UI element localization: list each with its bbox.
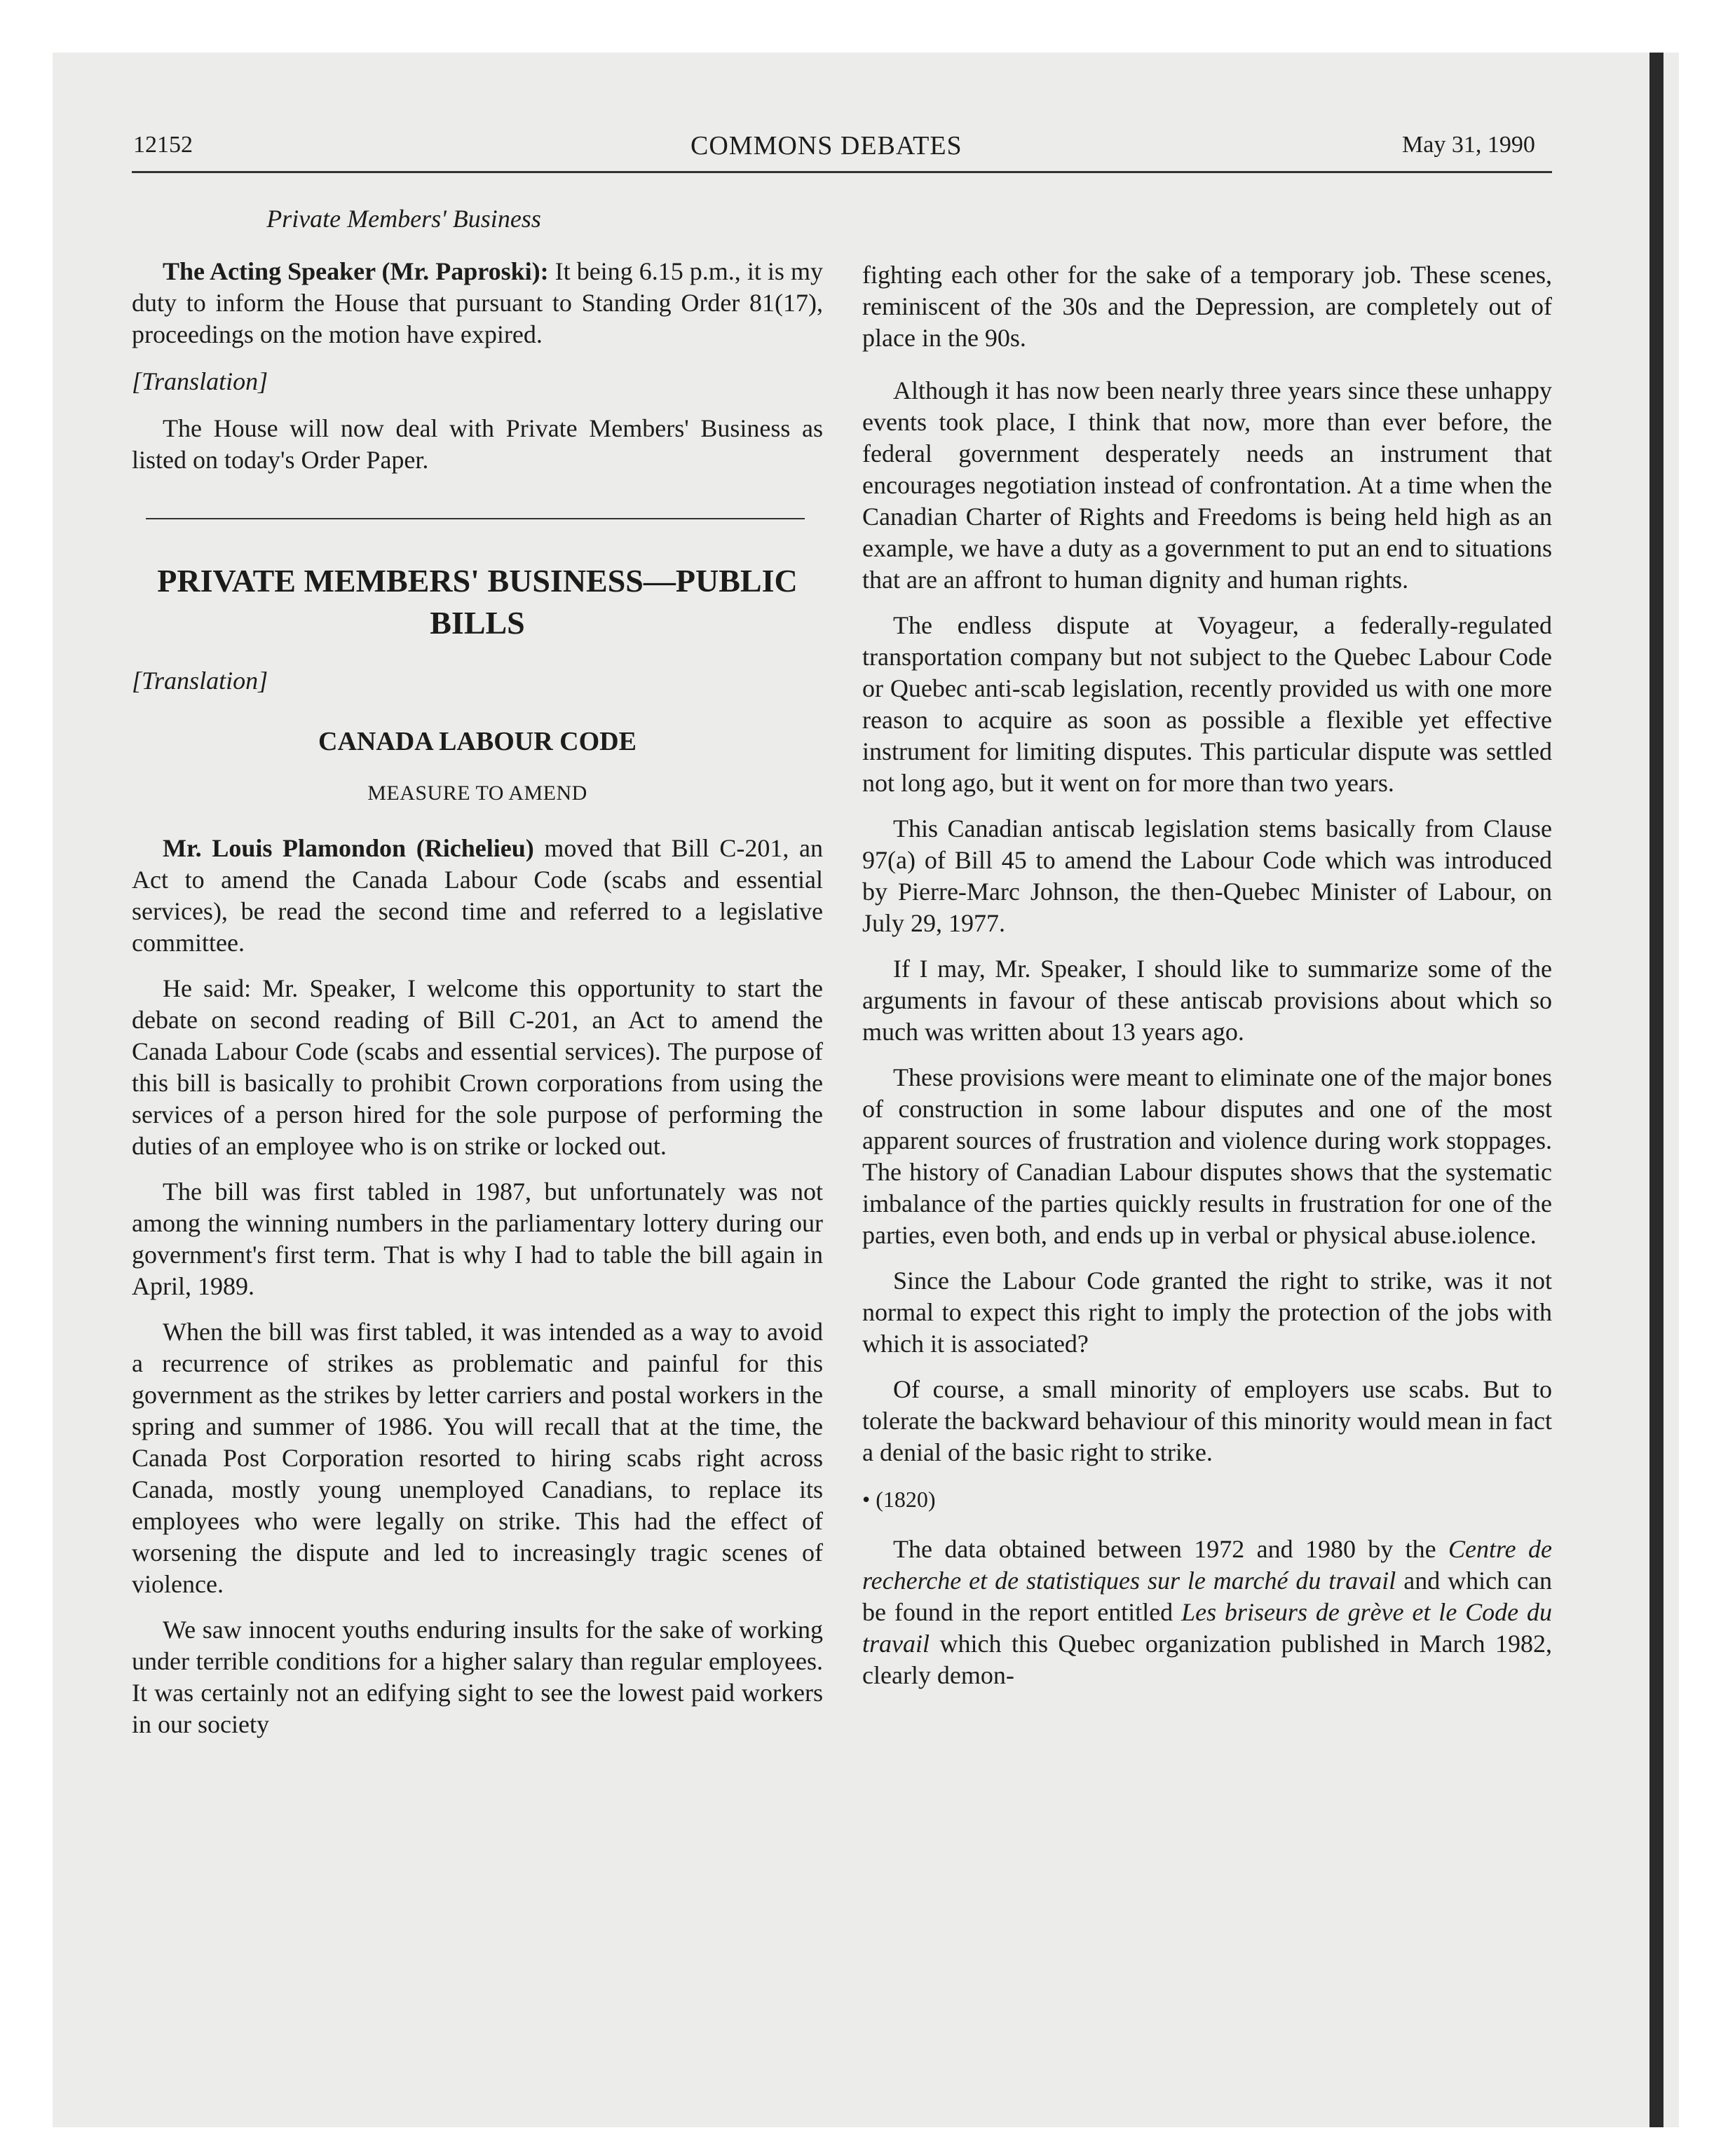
paragraph-text: moved that Bill C-201, an Act to amend the Canada Labour Code (scabs and essential services), be read the second time and referred to a legislative committee. — [132, 834, 823, 957]
left-column — [132, 203, 823, 1740]
translation-label: [Translation] — [132, 667, 268, 695]
organization-name: Centre de recherche et de statistiques sur le marché du travail — [862, 1535, 1552, 1595]
paragraph: He said: Mr. Speaker, I welcome this opportunity to start the debate on second reading of Bill C-201, an Act to amend the Canada Labour Code (scabs and essential services). The purpose of this bill is basically to prohibit Crown corporations from using the services of a person hired for the sole purpose of performing the duties of an employee who is on strike or locked out. — [132, 974, 823, 1160]
paragraph: When the bill was first tabled, it was intended as a way to avoid a recurrence of strikes as problematic and painful for this government as the strikes by letter carriers and postal workers in the spring and summer of 1986. You will recall that at the time, the Canada Post Corporation resorted to hiring scabs right across Canada, mostly young unemployed Canadians, to replace its employees who were legally on strike. This had the effect of worsening the dispute and led to increasingly tragic scenes of violence. — [132, 1318, 823, 1598]
header-rule — [132, 171, 1552, 173]
page-number: 12152 — [133, 132, 193, 158]
speaker-name: Mr. Louis Plamondon (Richelieu) — [163, 834, 534, 862]
paragraph: We saw innocent youths enduring insults for the sake of working under terrible conditions for a higher salary than regular employees. It was certainly not an edifying sight to see the lowest paid workers in our society — [132, 1616, 823, 1738]
paragraph-text: The data obtained between 1972 and 1980 by the — [893, 1535, 1449, 1563]
bill-subsubheading: MEASURE TO AMEND — [367, 782, 587, 805]
translation-note — [132, 366, 823, 397]
paragraph — [132, 833, 823, 959]
paragraph: Although it has now been nearly three years since these unhappy events took place, I think that now, more than ever before, the federal government desperately needs an instrument that encourages negotiation instead of confrontation. At a time when the Canadian Charter of Rights and Freedoms is being held high as an example, we have a duty as a government to put an end to situations that are an affront to human dignity and human rights. — [862, 376, 1552, 594]
section-divider — [146, 518, 805, 519]
paragraph: Since the Labour Code granted the right to strike, was it not normal to expect this right to imply the protection of the jobs with which it is associated? — [862, 1267, 1552, 1358]
publication-date: May 31, 1990 — [1402, 132, 1535, 158]
right-column — [862, 259, 1552, 1691]
binding-edge — [1649, 53, 1663, 2127]
translation-note — [132, 665, 823, 697]
paragraph: This Canadian antiscab legislation stems basically from Clause 97(a) of Bill 45 to amend the Labour Code which was introduced by Pierre-Marc Johnson, the then-Quebec Minister of Labour, on July 29, 1977. — [862, 814, 1552, 937]
paragraph: fighting each other for the sake of a temporary job. These scenes, reminiscent of the 30s and the Depression, are completely out of place in the 90s. — [862, 261, 1552, 352]
section-label: Private Members' Business — [266, 205, 541, 233]
paragraph: These provisions were meant to eliminate one of the major bones of construction in some labour disputes and one of the most apparent sources of frustration and violence during work stoppages. The history of Canadian Labour disputes shows that the systematic imbalance of the parties quickly results in frustration for one of the parties, even both, and ends up in verbal or physical abuse.iolence. — [862, 1063, 1552, 1249]
paragraph: The bill was first tabled in 1987, but unfortunately was not among the winning numbers in the parliamentary lottery during our government's first term. That is why I had to table the bill again in April, 1989. — [132, 1178, 823, 1300]
speaker-name: The Acting Speaker (Mr. Paproski): — [163, 257, 549, 285]
time-marker: • (1820) — [862, 1487, 936, 1512]
paragraph-text: It being 6.15 p.m., it is my duty to inform the House that pursuant to Standing Order 81(17), proceedings on the motion have expired. — [132, 257, 823, 348]
paragraph-text: and which can be found in the report entitled — [862, 1567, 1553, 1626]
section-heading: PRIVATE MEMBERS' BUSINESS—PUBLIC BILLS — [157, 563, 798, 641]
publication-title: COMMONS DEBATES — [690, 131, 962, 161]
paragraph-text: which this Quebec organization published in March 1982, clearly demon- — [862, 1630, 1552, 1689]
paragraph — [132, 256, 823, 350]
paragraph — [862, 1534, 1552, 1691]
report-title: Les briseurs de grève et le Code du travail — [862, 1598, 1553, 1658]
paragraph: If I may, Mr. Speaker, I should like to summarize some of the arguments in favour of these antiscab provisions about which so much was written about 13 years ago. — [862, 955, 1552, 1046]
paragraph: Of course, a small minority of employers use scabs. But to tolerate the backward behaviour of this minority would mean in fact a denial of the basic right to strike. — [862, 1375, 1552, 1466]
paragraph: The House will now deal with Private Members' Business as listed on today's Order Paper. — [132, 414, 823, 474]
bill-subheading: CANADA LABOUR CODE — [318, 727, 637, 756]
paragraph: The endless dispute at Voyageur, a federally-regulated transportation company but not subject to the Quebec Labour Code or Quebec anti-scab legislation, recently provided us with one more reason to acquire as soon as possible a flexible yet effective instrument for limiting disputes. This particular dispute was settled not long ago, but it went on for more than two years. — [862, 611, 1552, 797]
translation-label: [Translation] — [132, 367, 268, 395]
